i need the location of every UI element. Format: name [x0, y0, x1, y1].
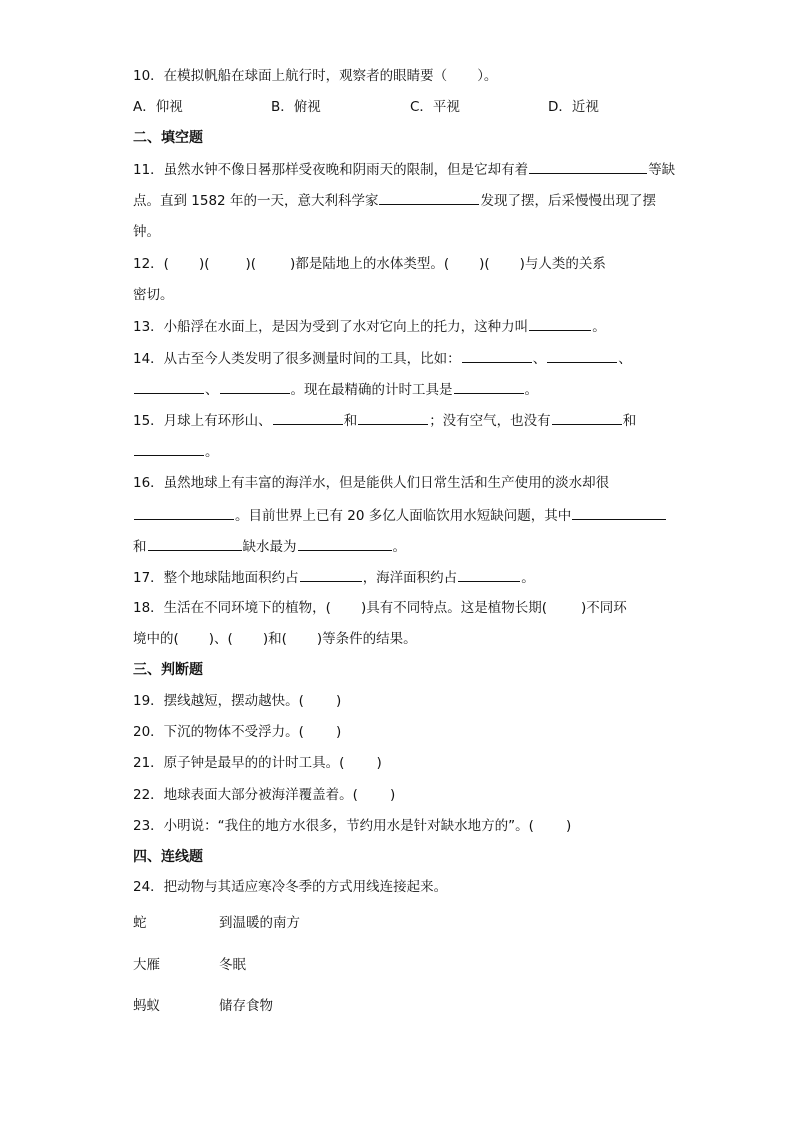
fill-blank[interactable] — [134, 441, 204, 456]
fill-blank[interactable] — [529, 316, 591, 331]
option-b[interactable]: B．俯视 — [271, 99, 321, 115]
option-a[interactable]: A．仰视 — [133, 99, 183, 115]
fill-blank[interactable] — [148, 536, 242, 551]
question-16-line-3: 和 缺水最为 。 — [133, 536, 406, 556]
question-12-line-2: 密切。 — [133, 287, 174, 303]
question-16-line-2: 。目前世界上已有 20 多亿人面临饮用水短缺问题，其中 — [133, 505, 667, 525]
fill-blank[interactable] — [134, 505, 234, 520]
match-way-store-food[interactable]: 储存食物 — [219, 998, 273, 1014]
fill-blank[interactable] — [220, 379, 290, 394]
option-d[interactable]: D．近视 — [548, 99, 599, 115]
question-12-line-1: 12．( )( )( )都是陆地上的水体类型。( )( )与人类的关系 — [133, 256, 606, 272]
question-24: 24．把动物与其适应寒冷冬季的方式用线连接起来。 — [133, 879, 448, 895]
question-13: 13．小船浮在水面上，是因为受到了水对它向上的托力，这种力叫 。 — [133, 316, 606, 336]
match-way-hibernate[interactable]: 冬眠 — [219, 957, 246, 973]
fill-blank[interactable] — [273, 410, 343, 425]
question-18-line-2: 境中的( )、( )和( )等条件的结果。 — [133, 631, 417, 647]
section-match-heading: 四、连线题 — [133, 849, 203, 865]
fill-blank[interactable] — [379, 190, 479, 205]
fill-blank[interactable] — [458, 567, 520, 582]
fill-blank[interactable] — [358, 410, 428, 425]
question-10: 10．在模拟帆船在球面上航行时，观察者的眼睛要（ ）。 — [133, 68, 498, 84]
fill-blank[interactable] — [572, 505, 666, 520]
option-c[interactable]: C．平视 — [410, 99, 460, 115]
question-10-text: 10．在模拟帆船在球面上航行时，观察者的眼睛要（ — [133, 68, 448, 84]
section-judge-heading: 三、判断题 — [133, 662, 203, 678]
fill-blank[interactable] — [298, 536, 392, 551]
fill-blank[interactable] — [134, 379, 204, 394]
fill-blank[interactable] — [454, 379, 524, 394]
question-18-line-1: 18．生活在不同环境下的植物，( )具有不同特点。这是植物长期( )不同环 — [133, 600, 627, 616]
match-animal-snake[interactable]: 蛇 — [133, 915, 147, 931]
fill-blank[interactable] — [552, 410, 622, 425]
question-21: 21．原子钟是最早的的计时工具。( ) — [133, 755, 382, 771]
question-23: 23．小明说：“我住的地方水很多，节约用水是针对缺水地方的”。( ) — [133, 818, 572, 834]
match-animal-goose[interactable]: 大雁 — [133, 957, 160, 973]
question-16-line-1: 16．虽然地球上有丰富的海洋水，但是能供人们日常生活和生产使用的淡水却很 — [133, 475, 610, 491]
fill-blank[interactable] — [462, 348, 532, 363]
fill-blank[interactable] — [547, 348, 617, 363]
fill-blank[interactable] — [529, 159, 647, 174]
fill-blank[interactable] — [300, 567, 362, 582]
question-11-line-2: 点。直到 1582 年的一天，意大利科学家 发现了摆，后采慢慢出现了摆 — [133, 190, 656, 210]
question-19: 19．摆线越短，摆动越快。( ) — [133, 693, 342, 709]
match-way-migrate[interactable]: 到温暖的南方 — [219, 915, 300, 931]
question-11-line-3: 钟。 — [133, 224, 160, 240]
question-15-line-1: 15．月球上有环形山、 和 ；没有空气，也没有 和 — [133, 410, 636, 430]
section-fill-heading: 二、填空题 — [133, 130, 203, 146]
match-animal-ant[interactable]: 蚂蚁 — [133, 998, 160, 1014]
question-22: 22．地球表面大部分被海洋覆盖着。( ) — [133, 787, 396, 803]
question-14-line-1: 14．从古至今人类发明了很多测量时间的工具，比如： 、 、 — [133, 348, 632, 368]
question-20: 20．下沉的物体不受浮力。( ) — [133, 724, 342, 740]
question-14-line-2: 、 。现在最精确的计时工具是 。 — [133, 379, 538, 399]
question-17: 17．整个地球陆地面积约占 ，海洋面积约占 。 — [133, 567, 535, 587]
question-15-line-2: 。 — [133, 441, 219, 461]
question-11-line-1: 11．虽然水钟不像日晷那样受夜晚和阴雨天的限制，但是它却有着 等缺 — [133, 159, 675, 179]
